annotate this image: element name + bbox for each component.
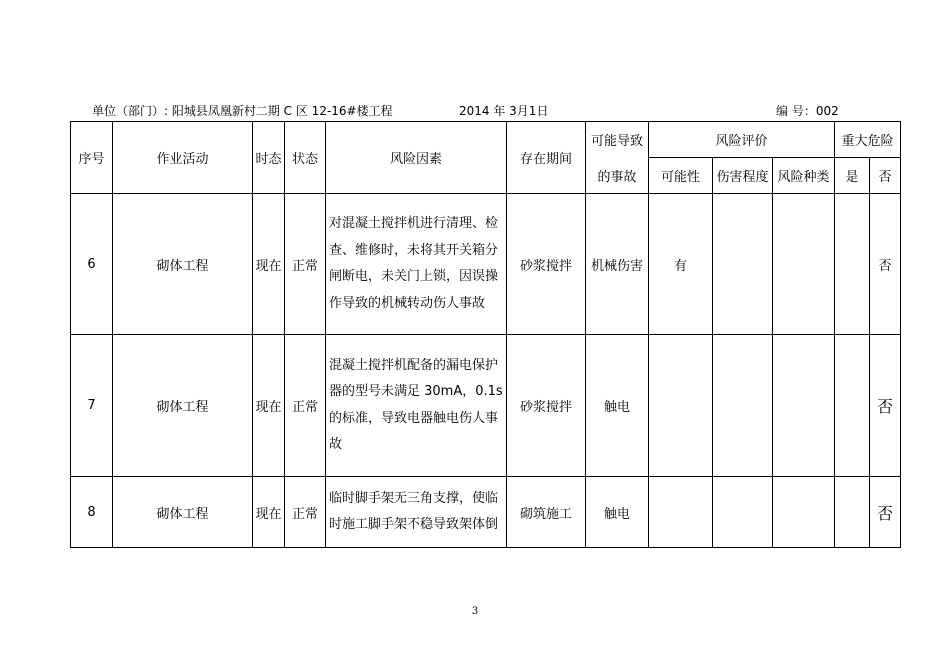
cell-risk: 混凝土搅拌机配备的漏电保护器的型号未满足 30mA，0.1s 的标准，导致电器触电伤人事故 — [326, 335, 507, 477]
cell-state: 正常 — [285, 194, 326, 335]
cell-likelihood — [649, 477, 713, 548]
cell-severity — [713, 477, 773, 548]
cell-yes — [835, 335, 870, 477]
table-row — [71, 477, 901, 548]
cell-period: 砌筑施工 — [507, 477, 586, 548]
cell-state: 正常 — [285, 477, 326, 548]
cell-no: 否 — [870, 335, 901, 477]
cell-severity — [713, 335, 773, 477]
cell-accident: 触电 — [586, 477, 649, 548]
col-header-period: 存在期间 — [507, 122, 586, 194]
cell-risk-type — [773, 335, 835, 477]
table-row — [71, 194, 901, 335]
cell-yes — [835, 477, 870, 548]
cell-activity: 砌体工程 — [113, 335, 253, 477]
cell-yes — [835, 194, 870, 335]
col-header-evaluation: 风险评价 — [649, 122, 835, 158]
col-header-accident-top: 可能导致 — [586, 122, 649, 158]
cell-no: 否 — [870, 194, 901, 335]
col-header-yes: 是 — [835, 158, 870, 194]
cell-tense: 现在 — [253, 335, 285, 477]
cell-risk-type — [773, 477, 835, 548]
cell-no: 否 — [870, 477, 901, 548]
col-header-tense: 时态 — [253, 122, 285, 194]
cell-likelihood: 有 — [649, 194, 713, 335]
col-header-no: 否 — [870, 158, 901, 194]
col-header-risk-type: 风险种类 — [773, 158, 835, 194]
col-header-severity: 伤害程度 — [713, 158, 773, 194]
cell-risk: 临时脚手架无三角支撑，使临时施工脚手架不稳导致架体倒 — [326, 477, 507, 548]
cell-seq: 6 — [71, 194, 113, 335]
cell-activity: 砌体工程 — [113, 477, 253, 548]
unit-label: 单位（部门）: 阳城县凤凰新村二期 C 区 12-16#楼工程 — [92, 104, 393, 118]
cell-likelihood — [649, 335, 713, 477]
cell-activity: 砌体工程 — [113, 194, 253, 335]
col-header-major: 重大危险 — [835, 122, 901, 158]
cell-state: 正常 — [285, 335, 326, 477]
cell-seq: 8 — [71, 477, 113, 548]
date-label: 2014 年 3月1日 — [459, 104, 549, 118]
cell-accident: 机械伤害 — [586, 194, 649, 335]
cell-severity — [713, 194, 773, 335]
cell-risk: 对混凝土搅拌机进行清理、检查、维修时，未将其开关箱分闸断电，未关门上锁，因误操作导致的机械转动伤人事故 — [326, 194, 507, 335]
col-header-seq: 序号 — [71, 122, 113, 194]
col-header-accident-bottom: 的事故 — [586, 158, 649, 194]
cell-accident: 触电 — [586, 335, 649, 477]
table-row — [71, 335, 901, 477]
col-header-activity: 作业活动 — [113, 122, 253, 194]
col-header-risk: 风险因素 — [326, 122, 507, 194]
risk-assessment-table — [70, 121, 901, 548]
cell-period: 砂浆搅拌 — [507, 335, 586, 477]
cell-seq: 7 — [71, 335, 113, 477]
cell-period: 砂浆搅拌 — [507, 194, 586, 335]
col-header-state: 状态 — [285, 122, 326, 194]
cell-tense: 现在 — [253, 477, 285, 548]
page-number: 3 — [471, 606, 479, 617]
col-header-likelihood: 可能性 — [649, 158, 713, 194]
cell-tense: 现在 — [253, 194, 285, 335]
document-number: 编 号：002 — [776, 104, 839, 118]
cell-risk-type — [773, 194, 835, 335]
